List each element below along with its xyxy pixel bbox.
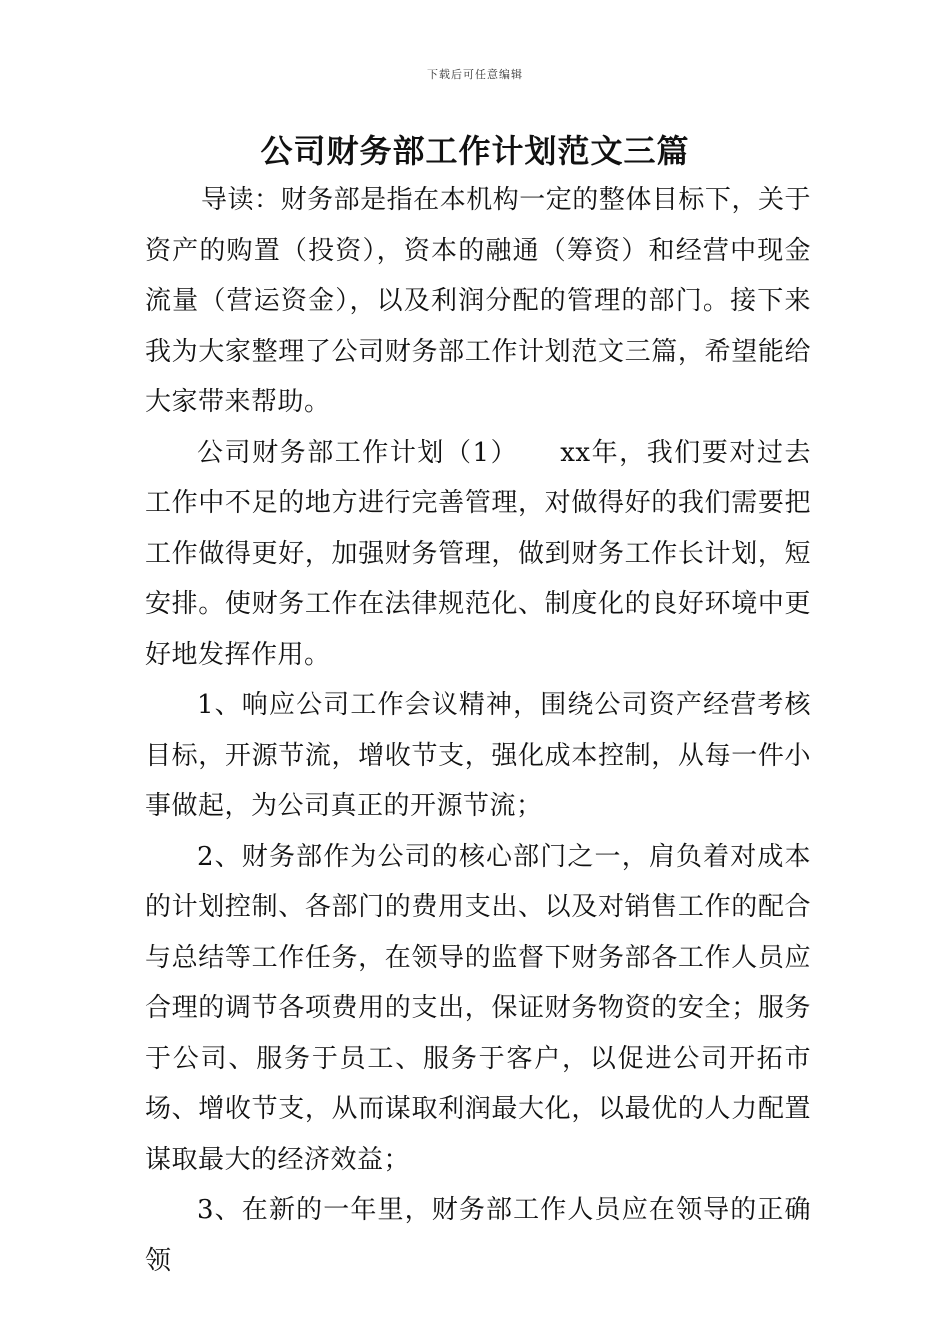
paragraph-item-1: 1、响应公司工作会议精神，围绕公司资产经营考核目标，开源节流，增收节支，强化成本控制，从每一件小事做起，为公司真正的开源节流；	[145, 690, 811, 821]
paragraph-plan-1: 公司财务部工作计划（1） xx年，我们要对过去工作中不足的地方进行完善管理，对做得好的我们需要把工作做得更好，加强财务管理，做到财务工作长计划，短安排。使财务工作在法律规范化、制度化的良好环境中更好地发挥作用。	[145, 437, 811, 670]
paragraph-item-3: 3、在新的一年里，财务部工作人员应在领导的正确领	[145, 1195, 811, 1276]
document-title: 公司财务部工作计划范文三篇	[260, 132, 690, 170]
header-note: 下载后可任意编辑	[427, 68, 523, 81]
paragraph-intro: 导读：财务部是指在本机构一定的整体目标下，关于资产的购置（投资），资本的融通（筹资）和经营中现金流量（营运资金），以及利润分配的管理的部门。接下来我为大家整理了公司财务部工作计划范文三篇，希望能给大家带来帮助。	[145, 185, 811, 417]
paragraph-item-2: 2、财务部作为公司的核心部门之一，肩负着对成本的计划控制、各部门的费用支出、以及对销售工作的配合与总结等工作任务，在领导的监督下财务部各工作人员应合理的调节各项费用的支出，保证财务物资的安全；服务于公司、服务于员工、服务于客户，以促进公司开拓市场、增收节支，从而谋取利润最大化，以最优的人力配置谋取最大的经济效益；	[145, 841, 811, 1175]
document-body	[145, 175, 811, 1286]
